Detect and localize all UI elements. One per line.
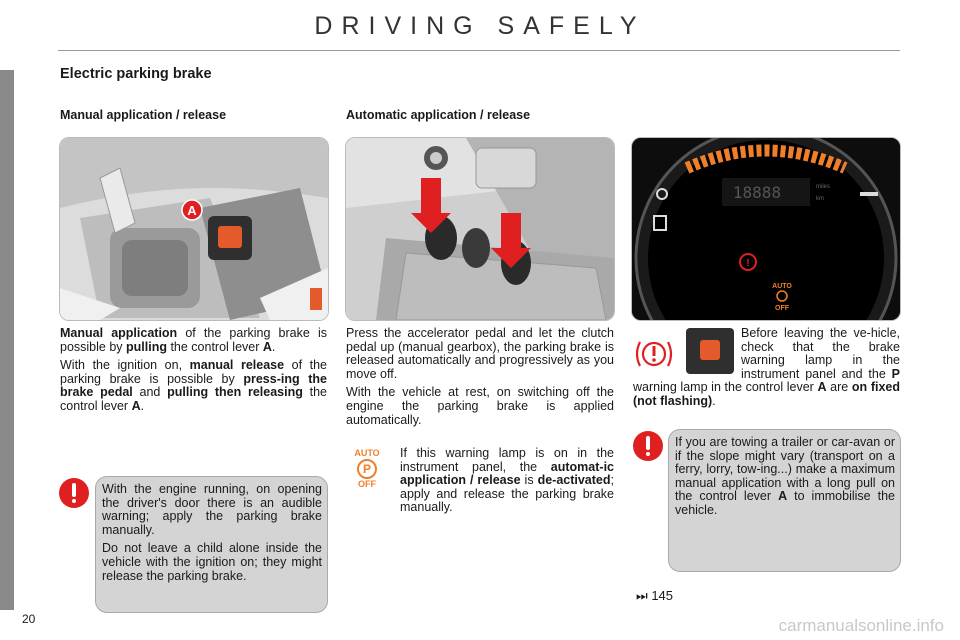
text-run: With the ignition on, <box>60 358 190 373</box>
text-run: warning lamp in the control lever <box>633 380 818 395</box>
skip-forward-icon: ⏭ <box>636 588 648 603</box>
control-lever-photo <box>59 137 329 321</box>
cluster-off-label: OFF <box>775 305 789 312</box>
auto-paragraph-2: With the vehicle at rest, on switching off the engine the parking brake is applied automatically. <box>346 385 614 427</box>
svg-text:!: ! <box>746 258 750 269</box>
text-run: . <box>712 393 716 408</box>
text-bold: A <box>262 339 272 354</box>
lamp-description <box>400 447 614 520</box>
text-run: the control lever <box>60 385 327 413</box>
manual-subtitle: Manual application / release <box>60 108 227 122</box>
auto-paragraph-1: Press the accelerator pedal and let the clutch pedal up (manual gearbox), the parking brake is released automatically and progressively as you move off. <box>346 326 614 381</box>
text-bold: de-activated <box>537 473 611 488</box>
text-bold: pulling <box>126 339 167 354</box>
odometer-digits: 18888 <box>732 183 782 202</box>
lever-label-a: A <box>187 203 197 218</box>
text-bold: A <box>778 489 788 504</box>
text-run: . <box>271 339 276 354</box>
watermark: carmanualsonline.info <box>778 616 944 635</box>
warning-box-towing <box>668 429 901 572</box>
pedals-photo <box>345 137 615 321</box>
warning-paragraph-1: With the engine running, on opening the driver's door there is an audible warning; apply the parking brake manually. <box>102 482 322 537</box>
text-bold: on fixed (not flashing) <box>633 380 901 408</box>
text-run: to immobilise the vehicle. <box>675 489 895 517</box>
leaving-vehicle-text <box>633 327 900 414</box>
text-run: are <box>826 380 852 395</box>
text-run: the control lever <box>166 339 263 354</box>
text-bold: press-ing the brake pedal <box>60 371 327 400</box>
text-run: and <box>132 385 168 400</box>
text-run: is <box>520 473 538 488</box>
auto-p-off-lamp-icon <box>348 448 386 492</box>
text-run: Before leaving the ve-hicle, check that the brake warning lamp in the instrument panel and the <box>741 326 900 381</box>
text-run: of the parking brake is possible by <box>60 326 327 354</box>
auto-description <box>346 327 614 432</box>
text-run: . <box>140 398 145 413</box>
text-float-spacer <box>633 327 741 381</box>
text-bold: automat-ic application / release <box>400 459 614 488</box>
cluster-auto-label: AUTO <box>772 283 792 290</box>
section-title: Electric parking brake <box>60 66 212 82</box>
instrument-cluster-photo <box>631 137 901 321</box>
lamp-auto-text: AUTO <box>354 448 380 458</box>
warning-exclamation-icon <box>633 431 663 461</box>
text-bold: Manual application <box>60 326 178 340</box>
header-divider <box>58 50 900 51</box>
reference-page: 145 <box>651 588 674 603</box>
lamp-p-text: P <box>357 459 377 479</box>
odometer-unit-km: km <box>816 196 824 202</box>
lamp-off-text: OFF <box>358 479 376 489</box>
text-bold: manual release <box>189 358 285 373</box>
manual-description <box>60 327 327 419</box>
text-bold: A <box>817 380 827 395</box>
text-bold: A <box>131 398 141 413</box>
auto-subtitle: Automatic application / release <box>346 108 531 122</box>
page-reference[interactable] <box>636 588 673 604</box>
text-bold: pulling then releasing <box>167 385 303 400</box>
text-run: ; apply and release the parking brake manually. <box>400 473 614 515</box>
warning-paragraph-2: Do not leave a child alone inside the vehicle with the ignition on; they might release the parking brake. <box>102 541 322 583</box>
odometer-unit-miles: miles <box>816 184 831 190</box>
page-number: 20 <box>22 612 36 626</box>
warning-box-child <box>95 476 328 613</box>
text-run: If you are towing a trailer or car-avan or if the slope might vary (transport on a ferry, lorry, tow-ing...) make a maximum manual application with a long pull on the control lever <box>675 435 895 504</box>
warning-exclamation-icon <box>59 478 89 508</box>
side-tab <box>0 70 14 610</box>
text-run: If this warning lamp is on in the instrument panel, the <box>400 446 614 474</box>
text-bold: P <box>891 366 900 381</box>
page-title: DRIVING SAFELY <box>314 12 646 40</box>
text-run: of the parking brake is possible by <box>60 358 327 386</box>
